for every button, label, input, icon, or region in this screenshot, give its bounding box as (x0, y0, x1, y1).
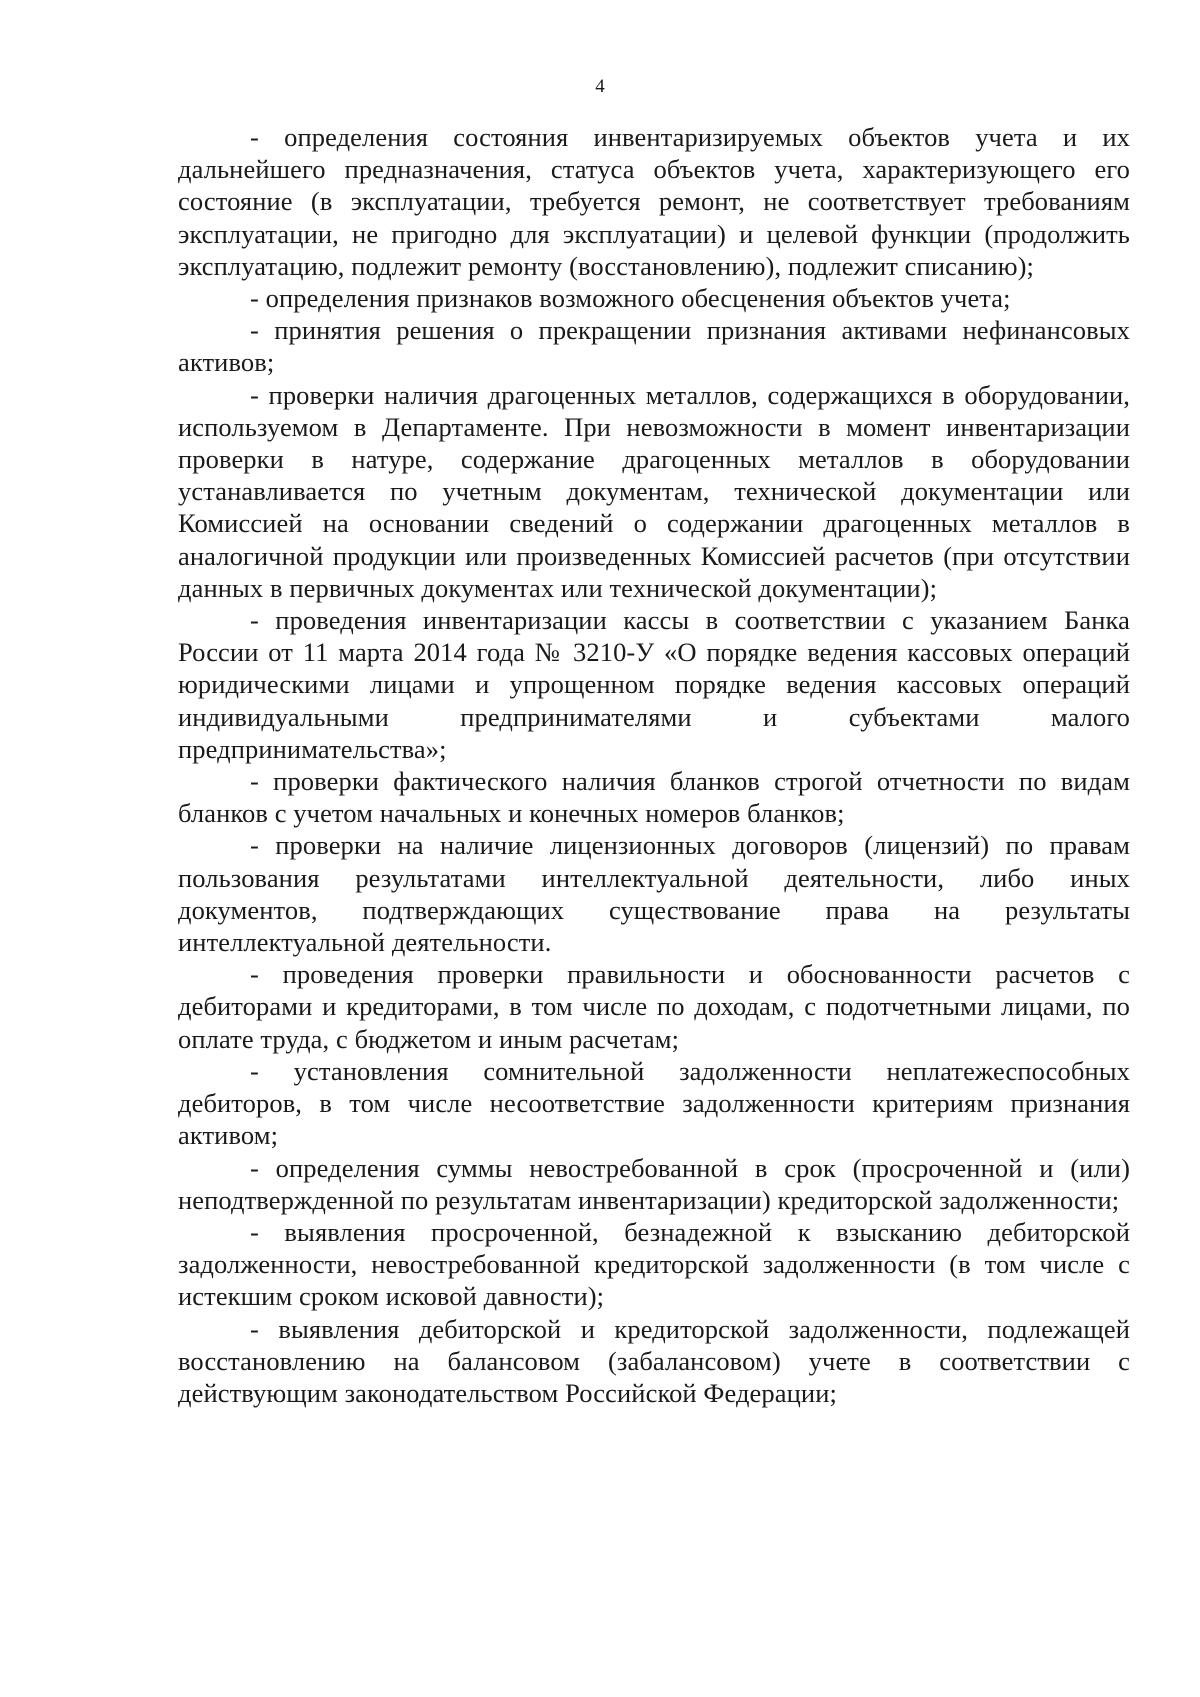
paragraph-unclaimed-payables: - определения суммы невостребованной в срок (просроченной и (или) неподтвержденной по результатам инвентаризации) кредиторской задолженности; (178, 1152, 1130, 1215)
paragraph-cash-inventory: - проведения инвентаризации кассы в соответствии с указанием Банка России от 11 марта 2014 года № 3210-У «О порядке ведения кассовых операций юридическими лицами и упрощенном порядке ведения кассовых операций индивидуальными предпринимателями и субъектами малого предпринимательства»; (178, 605, 1130, 764)
paragraph-impairment-signs: - определения признаков возможного обесценения объектов учета; (250, 283, 1011, 314)
document-body (178, 121, 1130, 1409)
page-number: 4 (595, 76, 605, 97)
paragraph-overdue-receivables: - выявления просроченной, безнадежной к взысканию дебиторской задолженности, невостребованной кредиторской задолженности (в том числе с истекшим сроком исковой давности); (178, 1216, 1130, 1312)
paragraph-license-agreements: - проверки на наличие лицензионных договоров (лицензий) по правам пользования результатами интеллектуальной деятельности, либо иных документов, подтверждающих существование права на результаты интеллектуальной деятельности. (178, 830, 1130, 958)
paragraph-debt-restoration: - выявления дебиторской и кредиторской задолженности, подлежащей восстановлению на балансовом (забалансовом) учете в соответствии с действующим законодательством Российской Федерации; (178, 1313, 1130, 1408)
paragraph-derecognition-decision: - принятия решения о прекращении признания активами нефинансовых активов; (178, 315, 1130, 378)
paragraph-condition-assessment: - определения состояния инвентаризируемых объектов учета и их дальнейшего предназначения, статуса объектов учета, характеризующего его состояние (в эксплуатации, требуется ремонт, не соответствует требованиям эксплуатации, не пригодно для эксплуатации) и целевой функции (продолжить эксплуатацию, подлежит ремонту (восстановлению), подлежит списанию); (178, 122, 1130, 281)
paragraph-strict-reporting-forms: - проверки фактического наличия бланков строгой отчетности по видам бланков с учетом начальных и конечных номеров бланков; (178, 766, 1130, 829)
paragraph-precious-metals: - проверки наличия драгоценных металлов, содержащихся в оборудовании, используемом в Департаменте. При невозможности в момент инвентаризации проверки в натуре, содержание драгоценных металлов в оборудовании устанавливается по учетным документам, технической документации или Комиссией на основании сведений о содержании драгоценных металлов в аналогичной продукции или произведенных Комиссией расчетов (при отсутствии данных в первичных документах или технической документации); (178, 379, 1130, 603)
paragraph-settlements-check: - проведения проверки правильности и обоснованности расчетов с дебиторами и кредиторами, в том числе по доходам, с подотчетными лицами, по оплате труда, с бюджетом и иным расчетам; (178, 959, 1130, 1054)
paragraph-doubtful-debt: - установления сомнительной задолженности неплатежеспособных дебиторов, в том числе несоответствие задолженности критериям признания активом; (178, 1055, 1130, 1151)
